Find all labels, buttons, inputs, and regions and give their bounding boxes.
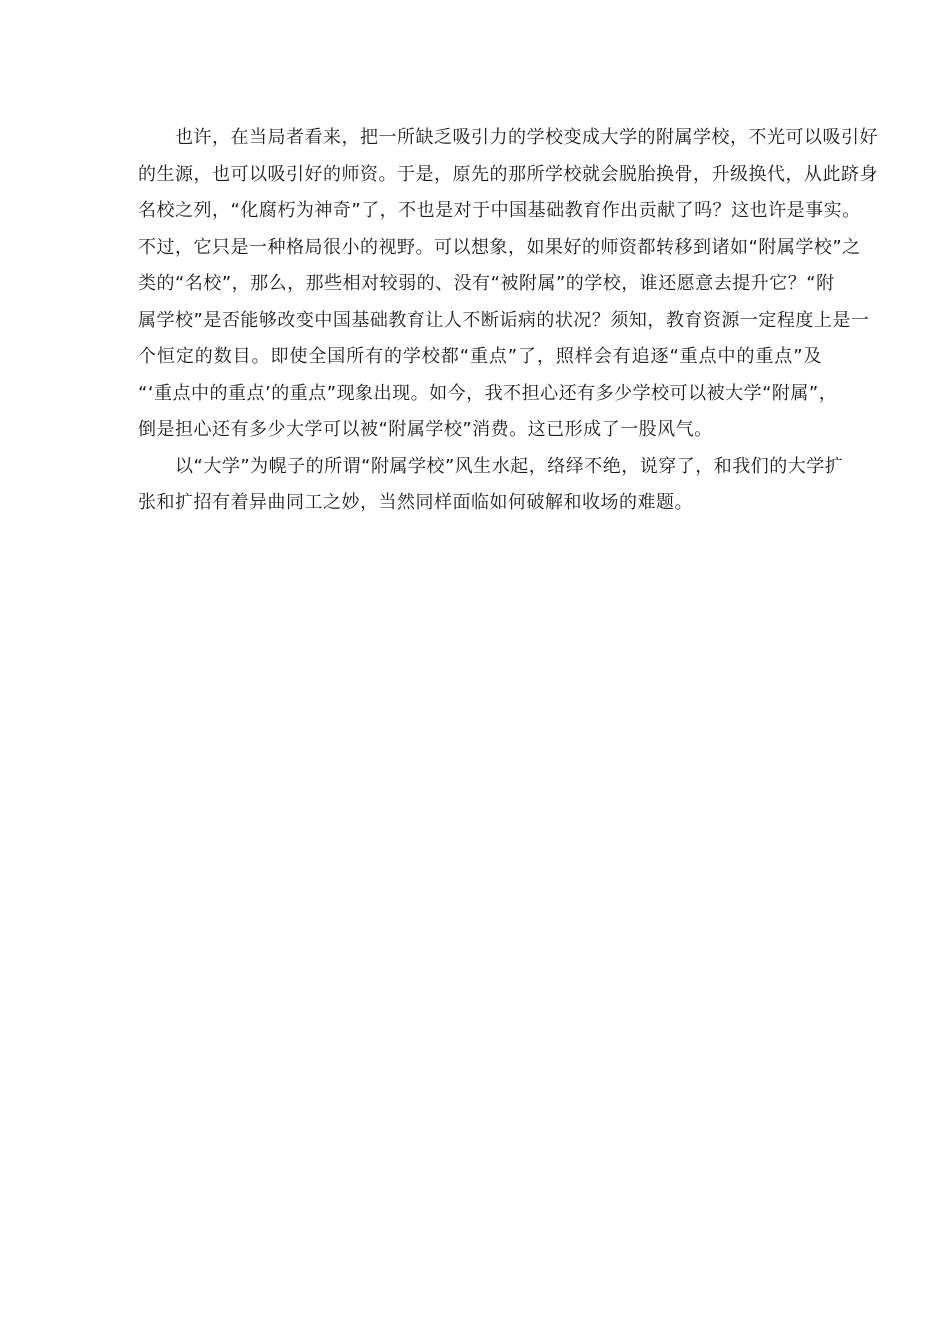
paragraph-line: 不过，它只是一种格局很小的视野。可以想象，如果好的师资都转移到诸如“附属学校”之: [138, 236, 861, 258]
paragraph-line: 的生源，也可以吸引好的师资。于是，原先的那所学校就会脱胎换骨，升级换代，从此跻身: [138, 163, 878, 185]
paragraph-1: [138, 120, 878, 449]
paragraph-line: 名校之列，“化腐朽为神奇”了，不也是对于中国基础教育作出贡献了吗？这也许是事实。: [138, 200, 861, 221]
paragraph-2: [138, 449, 844, 522]
paragraph-line: 个恒定的数目。即使全国所有的学校都“重点”了，照样会有追逐“重点中的重点”及: [138, 346, 822, 367]
paragraph-line: “‘重点中的重点’的重点”现象出现。如今，我不担心还有多少学校可以被大学“附属”，: [138, 382, 838, 404]
paragraph-line: 属学校”是否能够改变中国基础教育让人不断诟病的状况？须知，教育资源一定程度上是一: [138, 309, 870, 331]
paragraph-line: 类的“名校”，那么，那些相对较弱的、没有“被附属”的学校，谁还愿意去提升它？“附: [138, 273, 835, 294]
paragraph-line: 也许，在当局者看来，把一所缺乏吸引力的学校变成大学的附属学校，不光可以吸引好: [138, 127, 878, 148]
paragraph-line: 张和扩招有着异曲同工之妙，当然同样面临如何破解和收场的难题。: [138, 492, 693, 513]
article-body: [138, 120, 878, 522]
paragraph-line: 以“大学”为幌子的所谓“附属学校”风生水起，络绎不绝，说穿了，和我们的大学扩: [138, 455, 844, 477]
paragraph-line: 倒是担心还有多少大学可以被“附属学校”消费。这已形成了一股风气。: [138, 419, 713, 440]
